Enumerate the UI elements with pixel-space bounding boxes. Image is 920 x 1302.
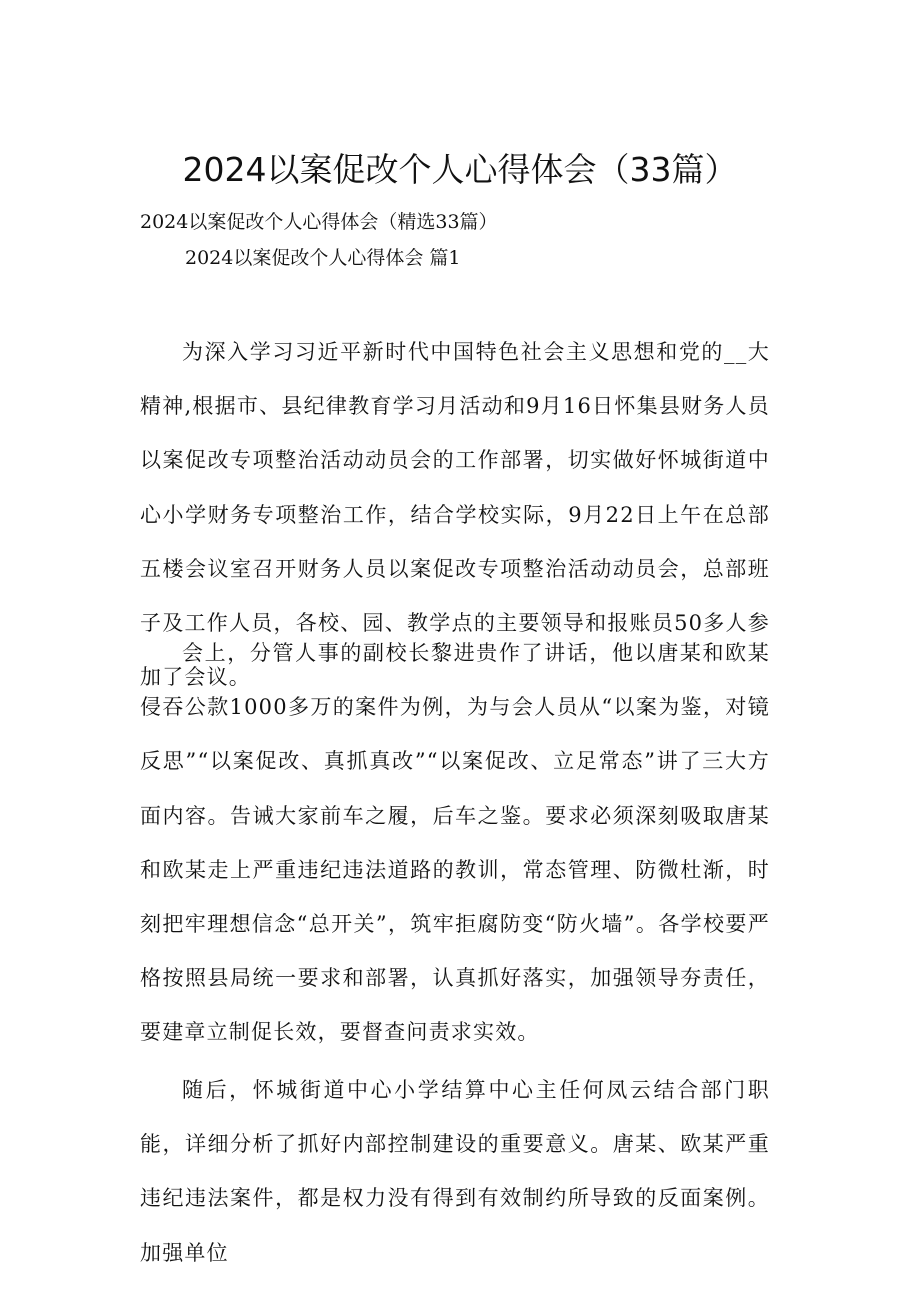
document-subtitle: 2024以案促改个人心得体会（精选33篇）: [140, 211, 498, 233]
section-heading: 2024以案促改个人心得体会 篇1: [185, 247, 461, 269]
document-title: 2024以案促改个人心得体会（33篇）: [182, 150, 738, 189]
paragraph-2: 会上，分管人事的副校长黎进贵作了讲话，他以唐某和欧某侵吞公款1000多万的案件为例，为与会人员从“以案为鉴，对镜反思”“以案促改、真抓真改”“以案促改、立足常态”讲了三大方面内容。告诫大家前车之履，后车之鉴。要求必须深刻吸取唐某和欧某走上严重违纪违法道路的教训，常态管理、防微杜渐，时刻把牢理想信念“总开关”，筑牢拒腐防变“防火墙”。各学校要严格按照县局统一要求和部署，认真抓好落实，加强领导夯责任，要建章立制促长效，要督查问责求实效。: [140, 641, 770, 1045]
paragraph-1: 为深入学习习近平新时代中国特色社会主义思想和党的__大精神,根据市、县纪律教育学习月活动和9月16日怀集县财务人员以案促改专项整治活动动员会的工作部署，切实做好怀城街道中心小学财务专项整治工作，结合学校实际，9月22日上午在总部五楼会议室召开财务人员以案促改专项整治活动动员会，总部班子及工作人员，各校、园、教学点的主要领导和报账员50多人参加了会议。: [140, 340, 770, 690]
paragraph-3: 随后，怀城街道中心小学结算中心主任何凤云结合部门职能，详细分析了抓好内部控制建设的重要意义。唐某、欧某严重违纪违法案件，都是权力没有得到有效制约所导致的反面案例。加强单位: [140, 1078, 770, 1265]
